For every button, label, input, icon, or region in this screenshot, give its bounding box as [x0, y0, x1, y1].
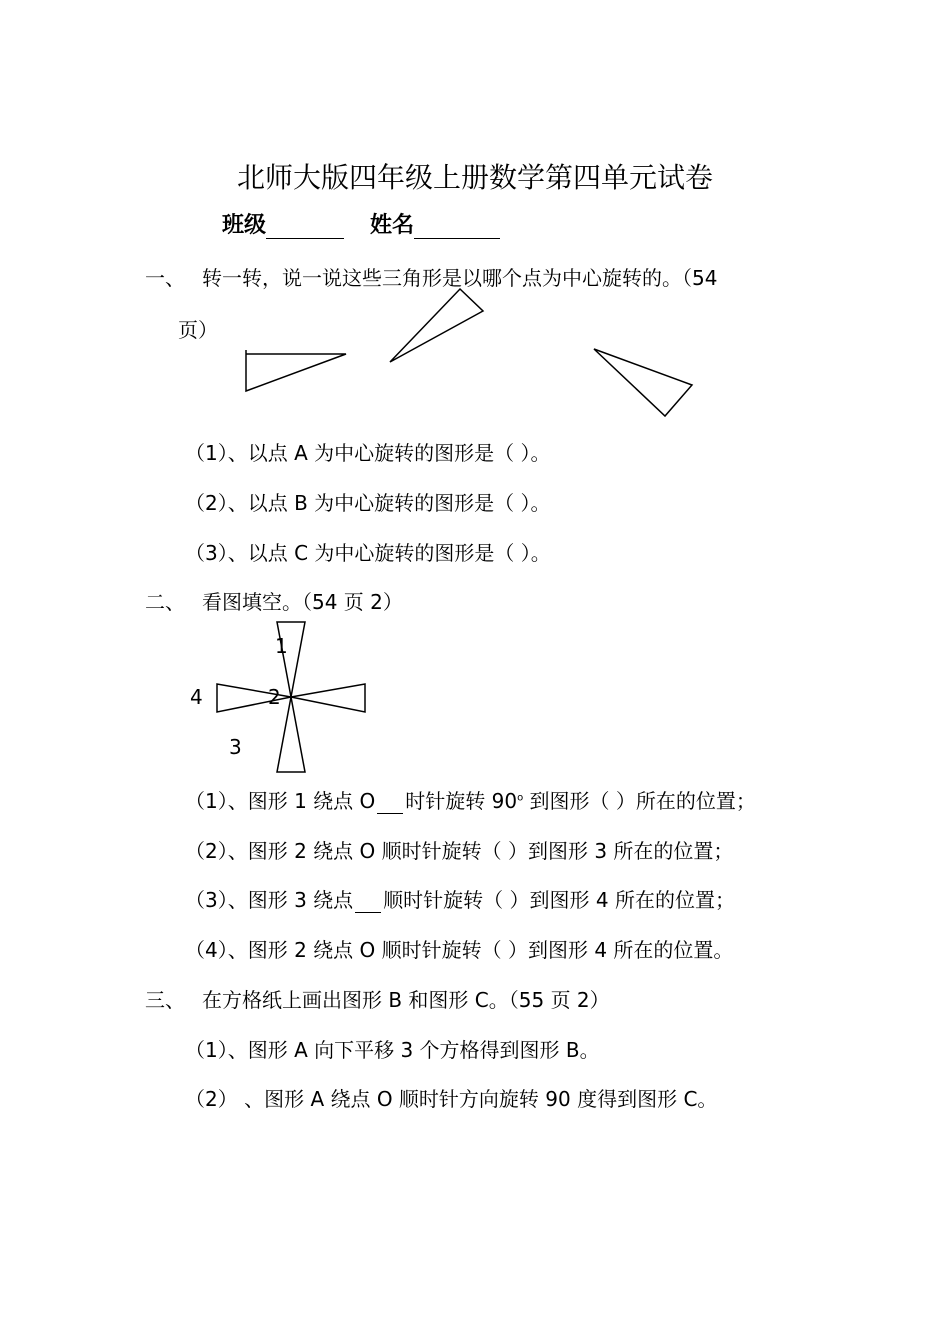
section-3-question-1: （1）、图形 A 向下平移 3 个方格得到图形 B。	[185, 1038, 600, 1062]
section-1-number: 一、	[145, 266, 185, 290]
section-2-number: 二、	[145, 590, 185, 614]
section-2-question-3	[185, 884, 735, 913]
q3-text-a: （3）、图形 3 绕点	[185, 888, 354, 912]
section-1-question-1: （1）、以点 A 为中心旋转的图形是（ ）。	[185, 441, 551, 465]
degree-symbol: o	[517, 792, 524, 804]
section-1-question-3: （3）、以点 C 为中心旋转的图形是（ ）。	[185, 541, 551, 565]
section-3-instruction: 在方格纸上画出图形 B 和图形 C。（55 页 2）	[202, 988, 610, 1012]
section-1-instruction: 转一转，说一说这些三角形是以哪个点为中心旋转的。（54	[202, 266, 718, 290]
section-2-question-2: （2）、图形 2 绕点 O 顺时针旋转（ ）到图形 3 所在的位置；	[185, 839, 734, 863]
triangle-left	[246, 350, 346, 391]
q1-blank-direction[interactable]	[377, 793, 403, 814]
section-3-question-2: （2） 、图形 A 绕点 O 顺时针方向旋转 90 度得到图形 C。	[185, 1087, 718, 1111]
triangle-middle	[390, 289, 483, 362]
name-label: 姓名	[370, 213, 415, 238]
pinwheel-blade-bottom	[277, 697, 305, 772]
figure-label-2: 2	[268, 685, 281, 709]
section-2-instruction: 看图填空。（54 页 2）	[202, 590, 403, 614]
section-1-instruction-cont: 页）	[178, 318, 218, 342]
figure-label-3: 3	[229, 735, 242, 759]
q1-text-b: 时针旋转 90	[405, 789, 518, 813]
figure-label-1: 1	[275, 634, 288, 658]
page-title: 北师大版四年级上册数学第四单元试卷	[236, 161, 713, 194]
q3-blank-point[interactable]	[355, 892, 381, 913]
section-3-number: 三、	[145, 988, 185, 1012]
triangle-right	[594, 349, 692, 416]
pinwheel-blade-right	[291, 684, 365, 712]
q3-text-b: 顺时针旋转（ ）到图形 4 所在的位置；	[383, 888, 735, 912]
section-1-question-2: （2）、以点 B 为中心旋转的图形是（ ）。	[185, 491, 551, 515]
q1-text-c: 到图形（ ）所在的位置；	[523, 789, 756, 813]
class-label: 班级	[222, 213, 267, 238]
triangles-figure	[246, 289, 692, 416]
figure-label-4: 4	[190, 685, 203, 709]
section-2-question-1	[185, 785, 756, 814]
section-2-question-4: （4）、图形 2 绕点 O 顺时针旋转（ ）到图形 4 所在的位置。	[185, 938, 734, 962]
q1-text-a: （1）、图形 1 绕点 O	[185, 789, 376, 813]
